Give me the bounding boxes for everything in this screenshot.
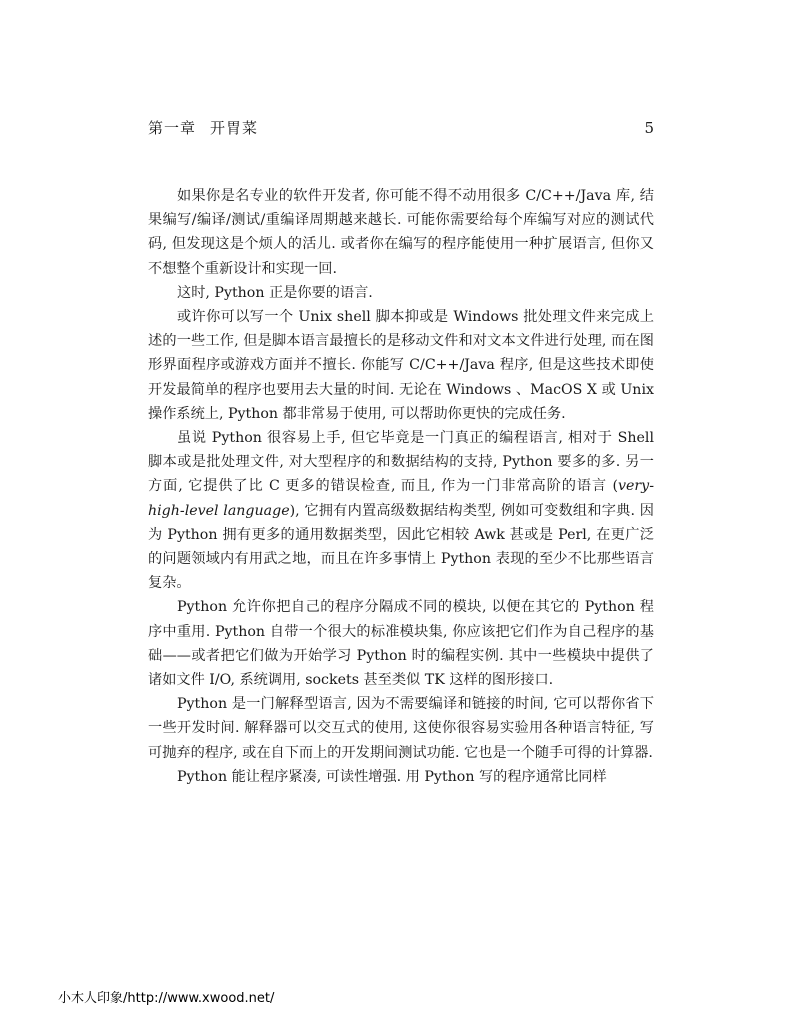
paragraph: 这时, Python 正是你要的语言. [177,284,373,301]
paragraph: Python 是一门解释型语言, 因为不需要编译和链接的时间, 它可以帮你省下一些开发时间. 解释器可以交互式的使用, 这使你很容易实验用各种语言特征, 写可抛弃的程序, 或在自下而上的开发期间测试功能. 它也是一个随手可得的计算器. [148,696,654,761]
paragraph: Python 能让程序紧凑, 可读性增强. 用 Python 写的程序通常比同样 [177,768,607,785]
chapter-heading [148,117,258,138]
watermark-footer: 小木人印象/http://www.xwood.net/ [58,991,275,1006]
paragraph: 或许你可以写一个 Unix shell 脚本抑或是 Windows 批处理文件来完成上述的一些工作, 但是脚本语言最擅长的是移动文件和对文本文件进行处理, 而在图形界面程序或游戏方面并不擅长. 你能写 C/C++/Java 程序, 但是这些技术即使开发最简单的程序也要用去大量的时间. 无论在 Windows 、MacOS X 或 Unix 操作系统上, Python 都非常易于使用, 可以帮助你更快的完成任务. [148,309,654,422]
italic-term: very-high-level language [148,478,654,519]
paragraph: Python 允许你把自己的程序分隔成不同的模块, 以便在其它的 Python 程序中重用. Python 自带一个很大的标准模块集, 你应该把它们作为自己程序的基础——或者把它们做为开始学习 Python 时的编程实例. 其中一些模块中提供了诸如文件 I/O, 系统调用, sockets 甚至类似 TK 这样的图形接口. [148,599,654,689]
paragraph-text: ), 它拥有内置高级数据结构类型, 例如可变数组和字典. 因为 Python 拥有更多的通用数据类型，因此它相较 Awk 甚或是 Perl, 在更广泛的问题领域内有用武之地，而且在许多事情上 Python 表现的至少不比那些语言复杂。 [148,502,654,592]
paragraph-text: 虽说 Python 很容易上手, 但它毕竟是一门真正的编程语言, 相对于 Shell 脚本或是批处理文件, 对大型程序的和数据结构的支持, Python 要多的多. 另一方面, 它提供了比 C 更多的错误检查, 而且, 作为一门非常高阶的语言 ( [148,430,654,495]
paragraph: 如果你是名专业的软件开发者, 你可能不得不动用很多 C/C++/Java 库, 结果编写/编译/测试/重编译周期越来越长. 可能你需要给每个库编写对应的测试代码, 但发现这是个烦人的活儿. 或者你在编写的程序能使用一种扩展语言, 但你又不想整个重新设计和实现一回. [148,188,654,277]
page-body [148,184,654,789]
running-header [148,117,654,141]
page-number: 5 [644,119,654,137]
chapter-title: 开胃菜 [210,119,259,137]
chapter-label: 第一章 [148,119,197,137]
paragraph [148,426,654,595]
